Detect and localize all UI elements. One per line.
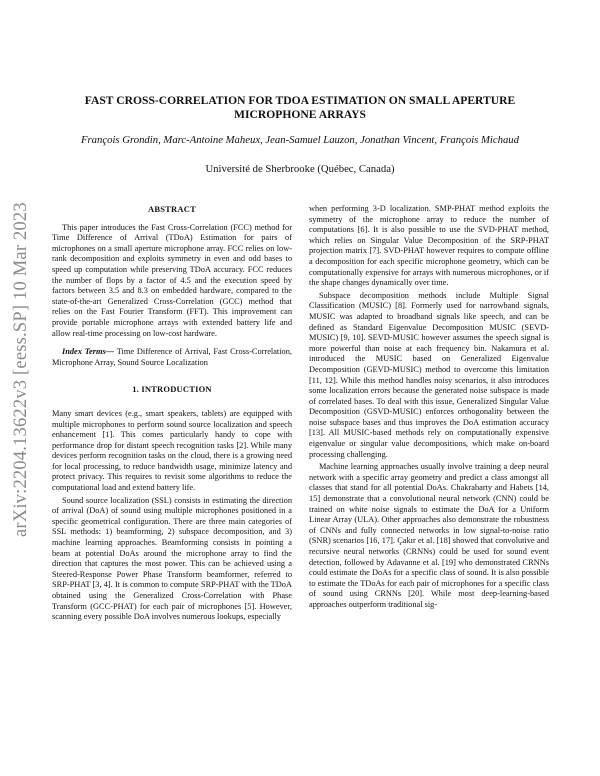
paper-title: FAST CROSS-CORRELATION FOR TDOA ESTIMATION ON SMALL APERTURE MICROPHONE ARRAYS bbox=[84, 94, 516, 121]
index-terms bbox=[52, 347, 292, 368]
arxiv-stamp: arXiv:2204.13622v3 [eess.SP] 10 Mar 2023 bbox=[11, 202, 31, 538]
index-terms-text: Time Difference of Arrival, Fast Cross-Correlation, Microphone Array, Sound Source Localization bbox=[52, 347, 292, 367]
intro-paragraph-2: Sound source localization (SSL) consists in estimating the direction of arrival (DoA) of sound using multiple microphones positioned in a specific geometrical configuration. There are three main categories of SSL methods: 1) beamforming, 2) subspace decomposition, and 3) machine learning approaches. Beamforming consists in pointing a beam at potential DoAs around the microphone array to find the direction that captures the most power. This can be achieved using a Steered-Response Power Phase Transform beamformer, referred to SRP-PHAT [3, 4]. It is common to compute SRP-PHAT with the TDoA obtained using the Generalized Cross-Correlation with Phase Transform (GCC-PHAT) for each pair of microphones [5]. However, scanning every possible DoA involves numerous lookups, especially bbox=[52, 495, 292, 622]
right-column bbox=[309, 204, 549, 611]
author-list: François Grondin, Marc-Antoine Maheux, Jean-Samuel Lauzon, Jonathan Vincent, François Michaud bbox=[80, 134, 519, 146]
abstract-heading: ABSTRACT bbox=[148, 204, 196, 214]
right-paragraph-3: Machine learning approaches usually involve training a deep neural network with a specific array geometry and predict a class amongst all classes that stand for all potential DoAs. Chakrabarty and Habets [14, 15] demonstrate that a convolutional neural network (CNN) could be trained on white noise signals to estimate the DoA for a Uniform Linear Array (ULA). Other approaches also demonstrate the robustness of CNNs and fully connected networks in low signal-to-noise ratio (SNR) scenarios [16, 17]. Çakır et al. [18] showed that convolutive and recursive neural networks (CRNNs) could be used for sound event detection, followed by Adavanne et al. [19] who demonstrated CRNNs could estimate the DoAs for a specific class of sound. It is also possible to estimate the TDoAs for each pair of microphones for a specific class of sound using CRNNs [20]. While most deep-learning-based approaches outperform traditional sig- bbox=[309, 462, 549, 609]
right-paragraph-2: Subspace decomposition methods include Multiple Signal Classification (MUSIC) [8]. Formerly used for narrowband signals, MUSIC was adapted to broadband signals like speech, and can be defined as Standard Eigenvalue Decomposition MUSIC (SEVD-MUSIC) [9, 10]. SEVD-MUSIC however assumes the speech signal is more powerful than noise at each frequency bin. Nakamura et al. introduced the MUSIC based on Generalized Eigenvalue Decomposition (GEVD-MUSIC) method to overcome this limitation [11, 12]. While this method handles noisy scenarios, it also introduces some localization errors because the generated noise subspace is made of correlated bases. To deal with this issue, Generalized Singular Value Decomposition (GSVD-MUSIC) enforces orthogonality between the noise subspace bases and thus improves the DoA estimation accuracy [13]. All MUSIC-based methods rely on computationally expensive eigenvalue or singular value decompositions, which make on-board processing challenging. bbox=[309, 290, 549, 459]
left-column bbox=[52, 204, 292, 623]
intro-heading: 1. INTRODUCTION bbox=[132, 384, 212, 395]
abstract-text: This paper introduces the Fast Cross-Correlation (FCC) method for Time Difference of Arrival (TDoA) Estimation for pairs of microphones on a small aperture microphone array. FCC relies on low-rank decomposition and exploits symmetry in even and odd bases to speed up computation while preserving TDoA accuracy. FCC reduces the number of flops by a factor of 4.5 and the execution speed by factors between 3.5 and 8.3 on embedded hardware, compared to the state-of-the-art Generalized Cross-Correlation (GCC) method that relies on the Fast Fourier Transform (FFT). This improvement can provide portable microphone arrays with extended battery life and allow real-time processing on low-cost hardware. bbox=[52, 222, 292, 338]
index-terms-label: Index Terms— bbox=[62, 347, 115, 357]
affiliation: Université de Sherbrooke (Québec, Canada) bbox=[205, 163, 395, 175]
intro-paragraph-1: Many smart devices (e.g., smart speakers, tablets) are equipped with multiple microphones to perform sound source localization and speech enhancement [1]. This comes particularly handy to cope with performance drop for distant speech recognition tasks [2]. While many devices perform recognition tasks on the cloud, there is a growing need for local processing, to reduce bandwidth usage, minimize latency and protect privacy. This requires to revisit some algorithms to reduce the computational load and extend battery life. bbox=[52, 408, 292, 493]
right-paragraph-1: when performing 3-D localization. SMP-PHAT method exploits the symmetry of the microphone array to reduce the number of computations [6]. It is also possible to use the SVD-PHAT method, which relies on Singular Value Decomposition of the SRP-PHAT projection matrix [7]. SVD-PHAT however requires to compute offline a decomposition for each specific microphone geometry, which can be computationally expensive for arrays with numerous microphones, or if the shape changes dynamically over time. bbox=[309, 204, 549, 288]
